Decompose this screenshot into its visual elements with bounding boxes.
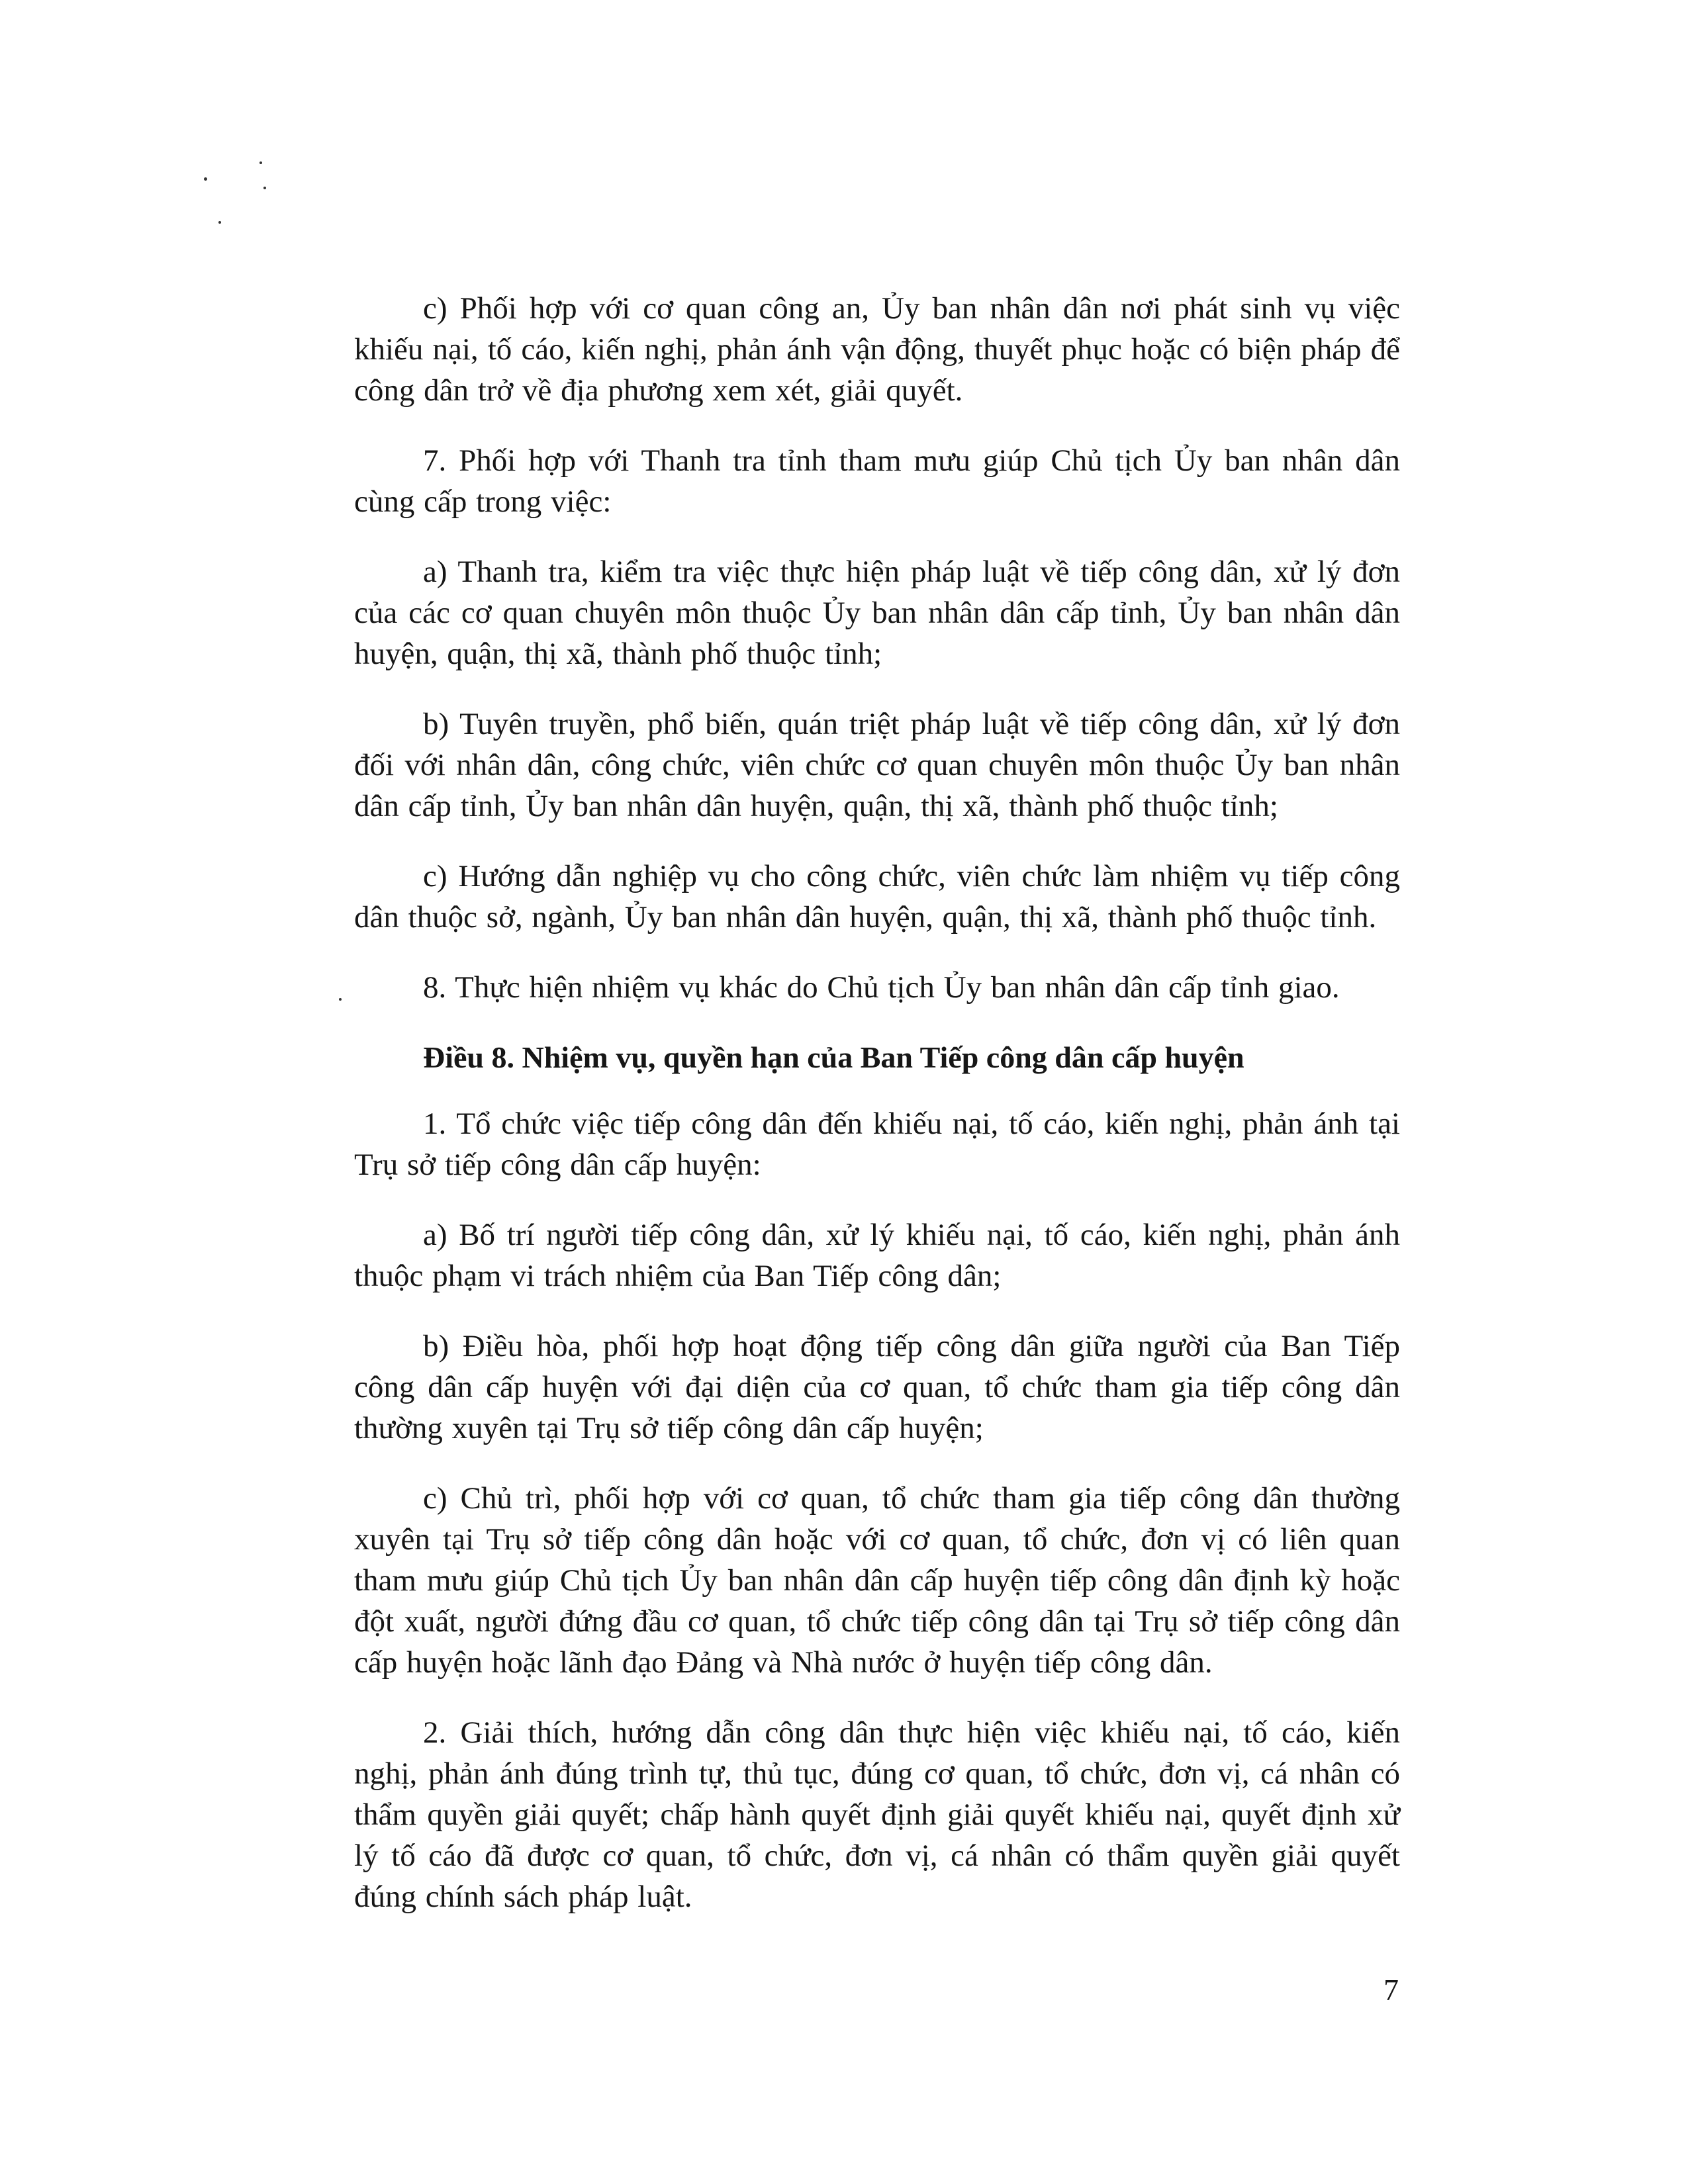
paragraph: c) Phối hợp với cơ quan công an, Ủy ban nhân dân nơi phát sinh vụ việc khiếu nại, tố cáo, kiến nghị, phản ánh vận động, thuyết phục hoặc có biện pháp để công dân trở về địa phương xem xét, giải quyết.	[354, 291, 1400, 408]
scan-speck	[204, 177, 207, 181]
article-heading: Điều 8. Nhiệm vụ, quyền hạn của Ban Tiếp công dân cấp huyện	[423, 1040, 1244, 1074]
paragraph: c) Hướng dẫn nghiệp vụ cho công chức, viên chức làm nhiệm vụ tiếp công dân thuộc sở, ngành, Ủy ban nhân dân huyện, quận, thị xã, thành phố thuộc tỉnh.	[354, 859, 1400, 934]
scan-speck	[263, 187, 266, 189]
paragraph: a) Bố trí người tiếp công dân, xử lý khiếu nại, tố cáo, kiến nghị, phản ánh thuộc phạm vi trách nhiệm của Ban Tiếp công dân;	[354, 1218, 1400, 1293]
paragraph: b) Tuyên truyền, phổ biến, quán triệt pháp luật về tiếp công dân, xử lý đơn đối với nhân dân, công chức, viên chức cơ quan chuyên môn thuộc Ủy ban nhân dân cấp tỉnh, Ủy ban nhân dân huyện, quận, thị xã, thành phố thuộc tỉnh;	[354, 707, 1400, 823]
page-number: 7	[1383, 1973, 1399, 2007]
paragraph: 2. Giải thích, hướng dẫn công dân thực hiện việc khiếu nại, tố cáo, kiến nghị, phản ánh đúng trình tự, thủ tục, đúng cơ quan, tổ chức, đơn vị, cá nhân có thẩm quyền giải quyết; chấp hành quyết định giải quyết khiếu nại, quyết định xử lý tố cáo đã được cơ quan, tổ chức, đơn vị, cá nhân có thẩm quyền giải quyết đúng chính sách pháp luật.	[354, 1715, 1400, 1914]
scan-speck	[218, 221, 221, 224]
paragraph: 1. Tổ chức việc tiếp công dân đến khiếu nại, tố cáo, kiến nghị, phản ánh tại Trụ sở tiếp công dân cấp huyện:	[354, 1107, 1400, 1182]
paragraph: 7. Phối hợp với Thanh tra tỉnh tham mưu giúp Chủ tịch Ủy ban nhân dân cùng cấp trong việc:	[354, 443, 1400, 519]
document-body	[354, 288, 1400, 1946]
scan-speck	[339, 998, 342, 1001]
paragraph: b) Điều hòa, phối hợp hoạt động tiếp công dân giữa người của Ban Tiếp công dân cấp huyện với đại diện của cơ quan, tổ chức tham gia tiếp công dân thường xuyên tại Trụ sở tiếp công dân cấp huyện;	[354, 1329, 1400, 1445]
scan-speck	[259, 161, 262, 164]
paragraph: c) Chủ trì, phối hợp với cơ quan, tổ chức tham gia tiếp công dân thường xuyên tại Trụ sở tiếp công dân hoặc với cơ quan, tổ chức, đơn vị có liên quan tham mưu giúp Chủ tịch Ủy ban nhân dân cấp huyện tiếp công dân định kỳ hoặc đột xuất, người đứng đầu cơ quan, tổ chức tiếp công dân tại Trụ sở tiếp công dân cấp huyện hoặc lãnh đạo Đảng và Nhà nước ở huyện tiếp công dân.	[354, 1481, 1400, 1680]
paragraph: 8. Thực hiện nhiệm vụ khác do Chủ tịch Ủy ban nhân dân cấp tỉnh giao.	[423, 970, 1340, 1005]
paragraph: a) Thanh tra, kiểm tra việc thực hiện pháp luật về tiếp công dân, xử lý đơn của các cơ quan chuyên môn thuộc Ủy ban nhân dân cấp tỉnh, Ủy ban nhân dân huyện, quận, thị xã, thành phố thuộc tỉnh;	[354, 555, 1400, 671]
